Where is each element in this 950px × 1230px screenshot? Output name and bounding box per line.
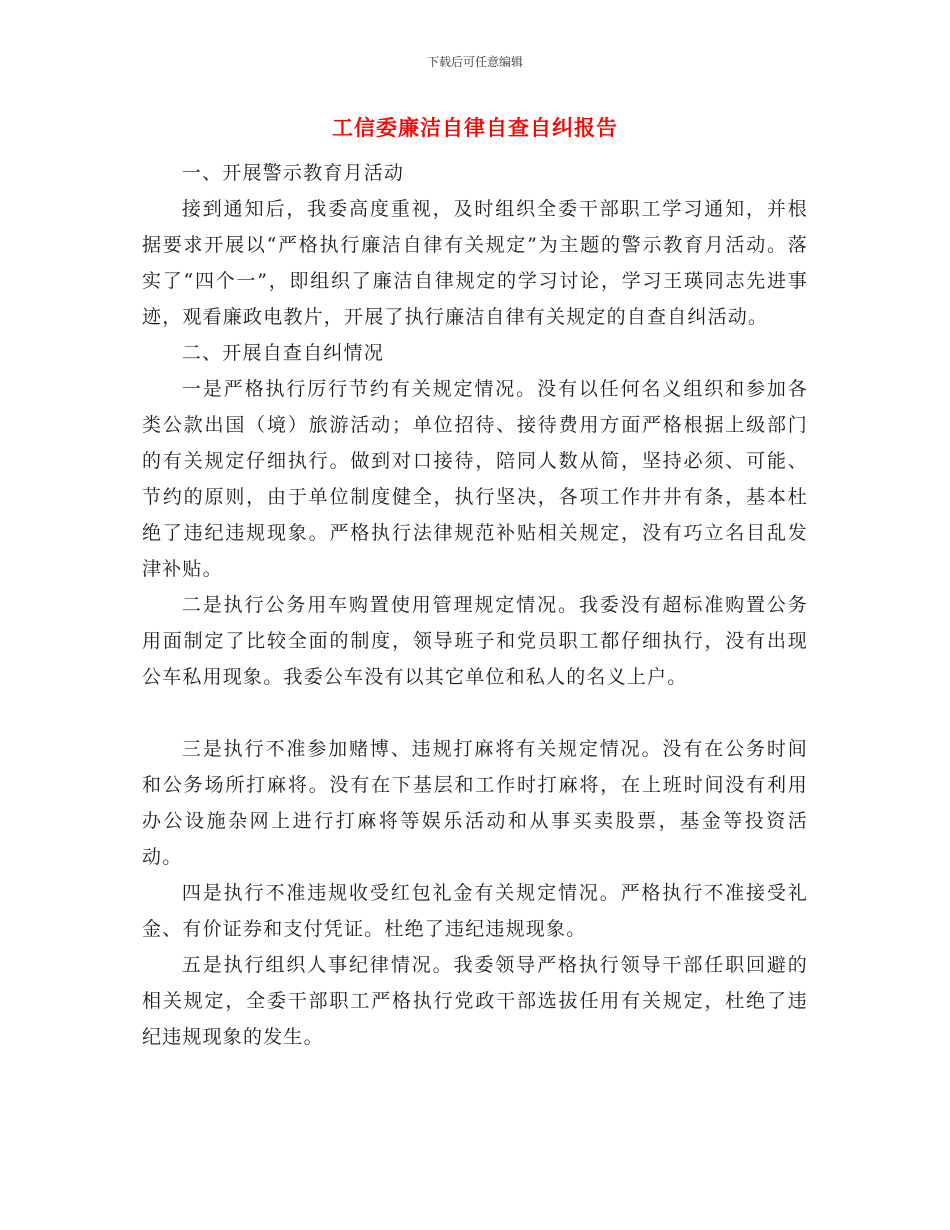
blank-line <box>142 695 808 731</box>
section-heading-2: 二、开展自查自纠情况 <box>181 342 384 364</box>
paragraph-item-5: 五是执行组织人事纪律情况。我委领导严格执行领导干部任职回避的相关规定，全委干部职工严格执行党政干部选拔任用有关规定，杜绝了违纪违规现象的发生。 <box>142 954 808 1048</box>
document-title: 工信委廉洁自律自查自纠报告 <box>332 116 618 140</box>
paragraph-item-3: 三是执行不准参加赌博、违规打麻将有关规定情况。没有在公务时间和公务场所打麻将。没有在下基层和工作时打麻将，在上班时间没有利用办公设施杂网上进行打麻将等娱乐活动和从事买卖股票，基金等投资活动。 <box>142 738 808 868</box>
paragraph-item-1: 一是严格执行厉行节约有关规定情况。没有以任何名义组织和参加各类公款出国（境）旅游活动；单位招待、接待费用方面严格根据上级部门的有关规定仔细执行。做到对口接待，陪同人数从简，坚持必须、可能、节约的原则，由于单位制度健全，执行坚决，各项工作井井有条，基本杜绝了违纪违规现象。严格执行法律规范补贴相关规定，没有巧立名目乱发津补贴。 <box>142 378 808 580</box>
paragraph-item-4: 四是执行不准违规收受红包礼金有关规定情况。严格执行不准接受礼金、有价证券和支付凭证。杜绝了违纪违规现象。 <box>142 882 808 940</box>
document-body <box>142 155 808 1055</box>
paragraph-item-2: 二是执行公务用车购置使用管理规定情况。我委没有超标准购置公务用面制定了比较全面的制度，领导班子和党员职工都仔细执行，没有出现公车私用现象。我委公车没有以其它单位和私人的名义上户。 <box>142 594 808 688</box>
page-header-note: 下载后可任意编辑 <box>426 55 523 69</box>
paragraph-warning-month: 接到通知后，我委高度重视，及时组织全委干部职工学习通知，并根据要求开展以“严格执行廉洁自律有关规定”为主题的警示教育月活动。落实了“四个一”，即组织了廉洁自律规定的学习讨论，学习王瑛同志先进事迹，观看廉政电教片，开展了执行廉洁自律有关规定的自查自纠活动。 <box>142 198 808 328</box>
section-heading-1: 一、开展警示教育月活动 <box>181 162 405 184</box>
